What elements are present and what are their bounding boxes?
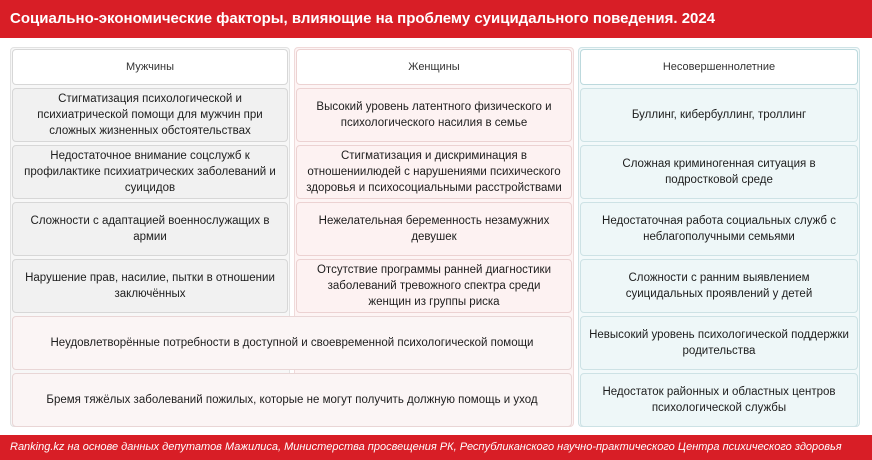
minors-factor-1: Буллинг, кибербуллинг, троллинг (580, 88, 858, 142)
women-factor-4: Отсутствие программы ранней диагностики заболеваний тревожного спектра среди женщин из группы риска (296, 259, 572, 313)
source-footer: Ranking.kz на основе данных депутатов Мажилиса, Министерства просвещения РК, Республиканского научно-практического Центра психического здоровья (0, 435, 872, 460)
women-factor-1: Высокий уровень латентного физического и психологического насилия в семье (296, 88, 572, 142)
men-factor-2: Недостаточное внимание соцслужб к профилактике психиатрических заболеваний и суицидов (12, 145, 288, 199)
shared-factor-1: Неудовлетворённые потребности в доступной и своевременной психологической помощи (12, 316, 572, 370)
column-header-men: Мужчины (12, 49, 288, 85)
minors-factor-4: Сложности с ранним выявлением суицидальных проявлений у детей (580, 259, 858, 313)
women-factor-3: Нежелательная беременность незамужних девушек (296, 202, 572, 256)
minors-factor-6: Недостаток районных и областных центров психологической службы (580, 373, 858, 427)
column-header-women: Женщины (296, 49, 572, 85)
page-title: Социально-экономические факторы, влияющие на проблему суицидального поведения. 2024 (0, 0, 872, 38)
column-header-minors: Несовершеннолетние (580, 49, 858, 85)
men-factor-3: Сложности с адаптацией военнослужащих в армии (12, 202, 288, 256)
men-factor-4: Нарушение прав, насилие, пытки в отношении заключённых (12, 259, 288, 313)
men-factor-1: Стигматизация психологической и психиатрической помощи для мужчин при сложных жизненных обстоятельствах (12, 88, 288, 142)
minors-factor-2: Сложная криминогенная ситуация в подростковой среде (580, 145, 858, 199)
minors-factor-5: Невысокий уровень психологической поддержки родительства (580, 316, 858, 370)
shared-factor-2: Бремя тяжёлых заболеваний пожилых, которые не могут получить должную помощь и уход (12, 373, 572, 427)
minors-factor-3: Недостаточная работа социальных служб с неблагополучными семьями (580, 202, 858, 256)
women-factor-2: Стигматизация и дискриминация в отношениилюдей с нарушениями психического здоровья и психосоциальными расстройствами (296, 145, 572, 199)
